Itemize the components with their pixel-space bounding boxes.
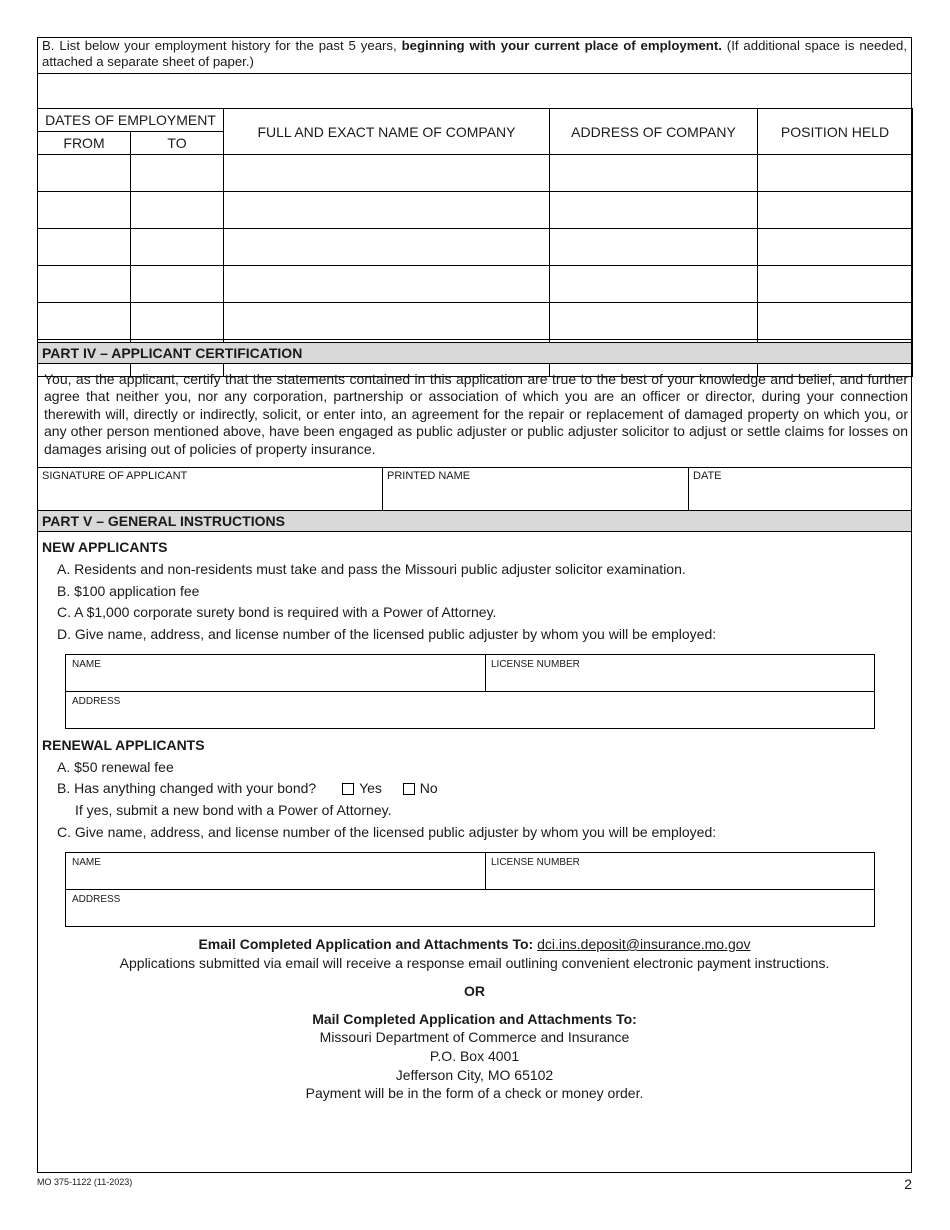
table-row	[38, 266, 913, 303]
address-label: ADDRESS	[72, 696, 121, 707]
address-label: ADDRESS	[72, 894, 121, 905]
from-cell[interactable]	[38, 303, 131, 340]
divider	[485, 655, 486, 692]
mail-line-2: P.O. Box 4001	[429, 1048, 520, 1064]
no-label: No	[419, 780, 438, 796]
table-row	[38, 303, 913, 340]
position-cell[interactable]	[758, 303, 913, 340]
yes-label: Yes	[359, 780, 382, 796]
company-address-cell[interactable]	[550, 266, 758, 303]
date-field[interactable]	[689, 468, 911, 510]
signature-field[interactable]	[38, 468, 383, 510]
divider	[66, 889, 874, 890]
company-name-cell[interactable]	[224, 192, 550, 229]
from-header: FROM	[38, 132, 131, 155]
to-cell[interactable]	[131, 192, 224, 229]
mail-line-1: Missouri Department of Commerce and Insurance	[319, 1029, 630, 1045]
email-line	[38, 936, 911, 952]
position-cell[interactable]	[758, 192, 913, 229]
new-item-a: A. Residents and non-residents must take and pass the Missouri public adjuster solicitor examination.	[57, 561, 686, 577]
form-id: MO 375-1122 (11-2023)	[37, 1177, 133, 1187]
no-checkbox[interactable]	[403, 783, 415, 795]
part4-header: PART IV – APPLICANT CERTIFICATION	[38, 342, 911, 364]
from-cell[interactable]	[38, 266, 131, 303]
company-address-cell[interactable]	[550, 229, 758, 266]
position-cell[interactable]	[758, 266, 913, 303]
renewal-adjuster-info-box	[65, 852, 875, 927]
dates-of-employment-header: DATES OF EMPLOYMENT	[38, 109, 224, 132]
license-number-label: LICENSE NUMBER	[491, 659, 580, 670]
date-label: DATE	[693, 470, 722, 482]
part5-header: PART V – GENERAL INSTRUCTIONS	[38, 510, 911, 532]
page-number: 2	[904, 1176, 912, 1192]
new-item-d: D. Give name, address, and license number of the licensed public adjuster by whom you will be employed:	[57, 626, 717, 642]
intro-note: (If additional space is needed, attached a separate sheet of paper.)	[42, 38, 907, 69]
intro-bold-text: beginning with your current place of employment.	[401, 38, 722, 53]
new-item-b: B. $100 application fee	[57, 583, 200, 599]
new-adjuster-info-box	[65, 654, 875, 729]
divider	[66, 691, 874, 692]
position-header: POSITION HELD	[758, 109, 913, 155]
company-name-cell[interactable]	[224, 303, 550, 340]
divider	[485, 853, 486, 890]
table-row	[38, 229, 913, 266]
company-name-cell[interactable]	[224, 266, 550, 303]
to-cell[interactable]	[131, 155, 224, 192]
to-header: TO	[131, 132, 224, 155]
email-note: Applications submitted via email will receive a response email outlining convenient electronic payment instructions.	[119, 955, 830, 971]
from-cell[interactable]	[38, 155, 131, 192]
company-address-cell[interactable]	[550, 155, 758, 192]
employment-history-table	[37, 108, 913, 377]
form-frame	[37, 37, 912, 1173]
or-divider-text: OR	[464, 983, 485, 999]
renew-item-b-note: If yes, submit a new bond with a Power of Attorney.	[75, 802, 392, 818]
name-label: NAME	[72, 659, 101, 670]
mail-label: Mail Completed Application and Attachments To:	[312, 1011, 637, 1027]
table-row	[38, 155, 913, 192]
to-cell[interactable]	[131, 229, 224, 266]
yes-checkbox[interactable]	[342, 783, 354, 795]
name-label: NAME	[72, 857, 101, 868]
new-item-c: C. A $1,000 corporate surety bond is required with a Power of Attorney.	[57, 604, 497, 620]
table-row	[38, 192, 913, 229]
printed-name-field[interactable]	[383, 468, 689, 510]
email-link[interactable]: dci.ins.deposit@insurance.mo.gov	[537, 936, 751, 952]
renew-item-b	[57, 780, 438, 796]
new-applicants-heading: NEW APPLICANTS	[42, 539, 168, 555]
renew-item-c: C. Give name, address, and license number of the licensed public adjuster by whom you will be employed:	[57, 824, 717, 840]
mail-line-3: Jefferson City, MO 65102	[395, 1067, 554, 1083]
mail-line-4: Payment will be in the form of a check or money order.	[305, 1085, 644, 1101]
to-cell[interactable]	[131, 303, 224, 340]
signature-label: SIGNATURE OF APPLICANT	[42, 470, 188, 482]
company-name-cell[interactable]	[224, 155, 550, 192]
position-cell[interactable]	[758, 155, 913, 192]
company-address-cell[interactable]	[550, 192, 758, 229]
company-name-cell[interactable]	[224, 229, 550, 266]
renew-item-b-text: B. Has anything changed with your bond?	[57, 780, 317, 796]
email-label: Email Completed Application and Attachments To:	[198, 936, 534, 952]
company-address-header: ADDRESS OF COMPANY	[550, 109, 758, 155]
signature-row	[38, 467, 911, 511]
company-address-cell[interactable]	[550, 303, 758, 340]
intro-text: B. List below your employment history for the past 5 years,	[42, 38, 402, 53]
company-name-header: FULL AND EXACT NAME OF COMPANY	[224, 109, 550, 155]
printed-name-label: PRINTED NAME	[387, 470, 471, 482]
position-cell[interactable]	[758, 229, 913, 266]
renewal-applicants-heading: RENEWAL APPLICANTS	[42, 737, 205, 753]
from-cell[interactable]	[38, 192, 131, 229]
to-cell[interactable]	[131, 266, 224, 303]
from-cell[interactable]	[38, 229, 131, 266]
renew-item-a: A. $50 renewal fee	[57, 759, 174, 775]
certification-text: You, as the applicant, certify that the statements contained in this application are true to the best of your knowledge and belief, and further agree that neither you, nor any corporation, partnership or association of which you are an officer or director, during your connection therewith will, directly or indirectly, solicit, or enter into, an agreement for the repair or replacement of damaged property on which you, or any other person mentioned above, have been engaged as public adjuster or public adjuster solicitor to adjust or settle claims for losses on damages arising out of policies of property insurance.	[44, 371, 908, 457]
license-number-label: LICENSE NUMBER	[491, 857, 580, 868]
employment-intro	[38, 38, 911, 74]
